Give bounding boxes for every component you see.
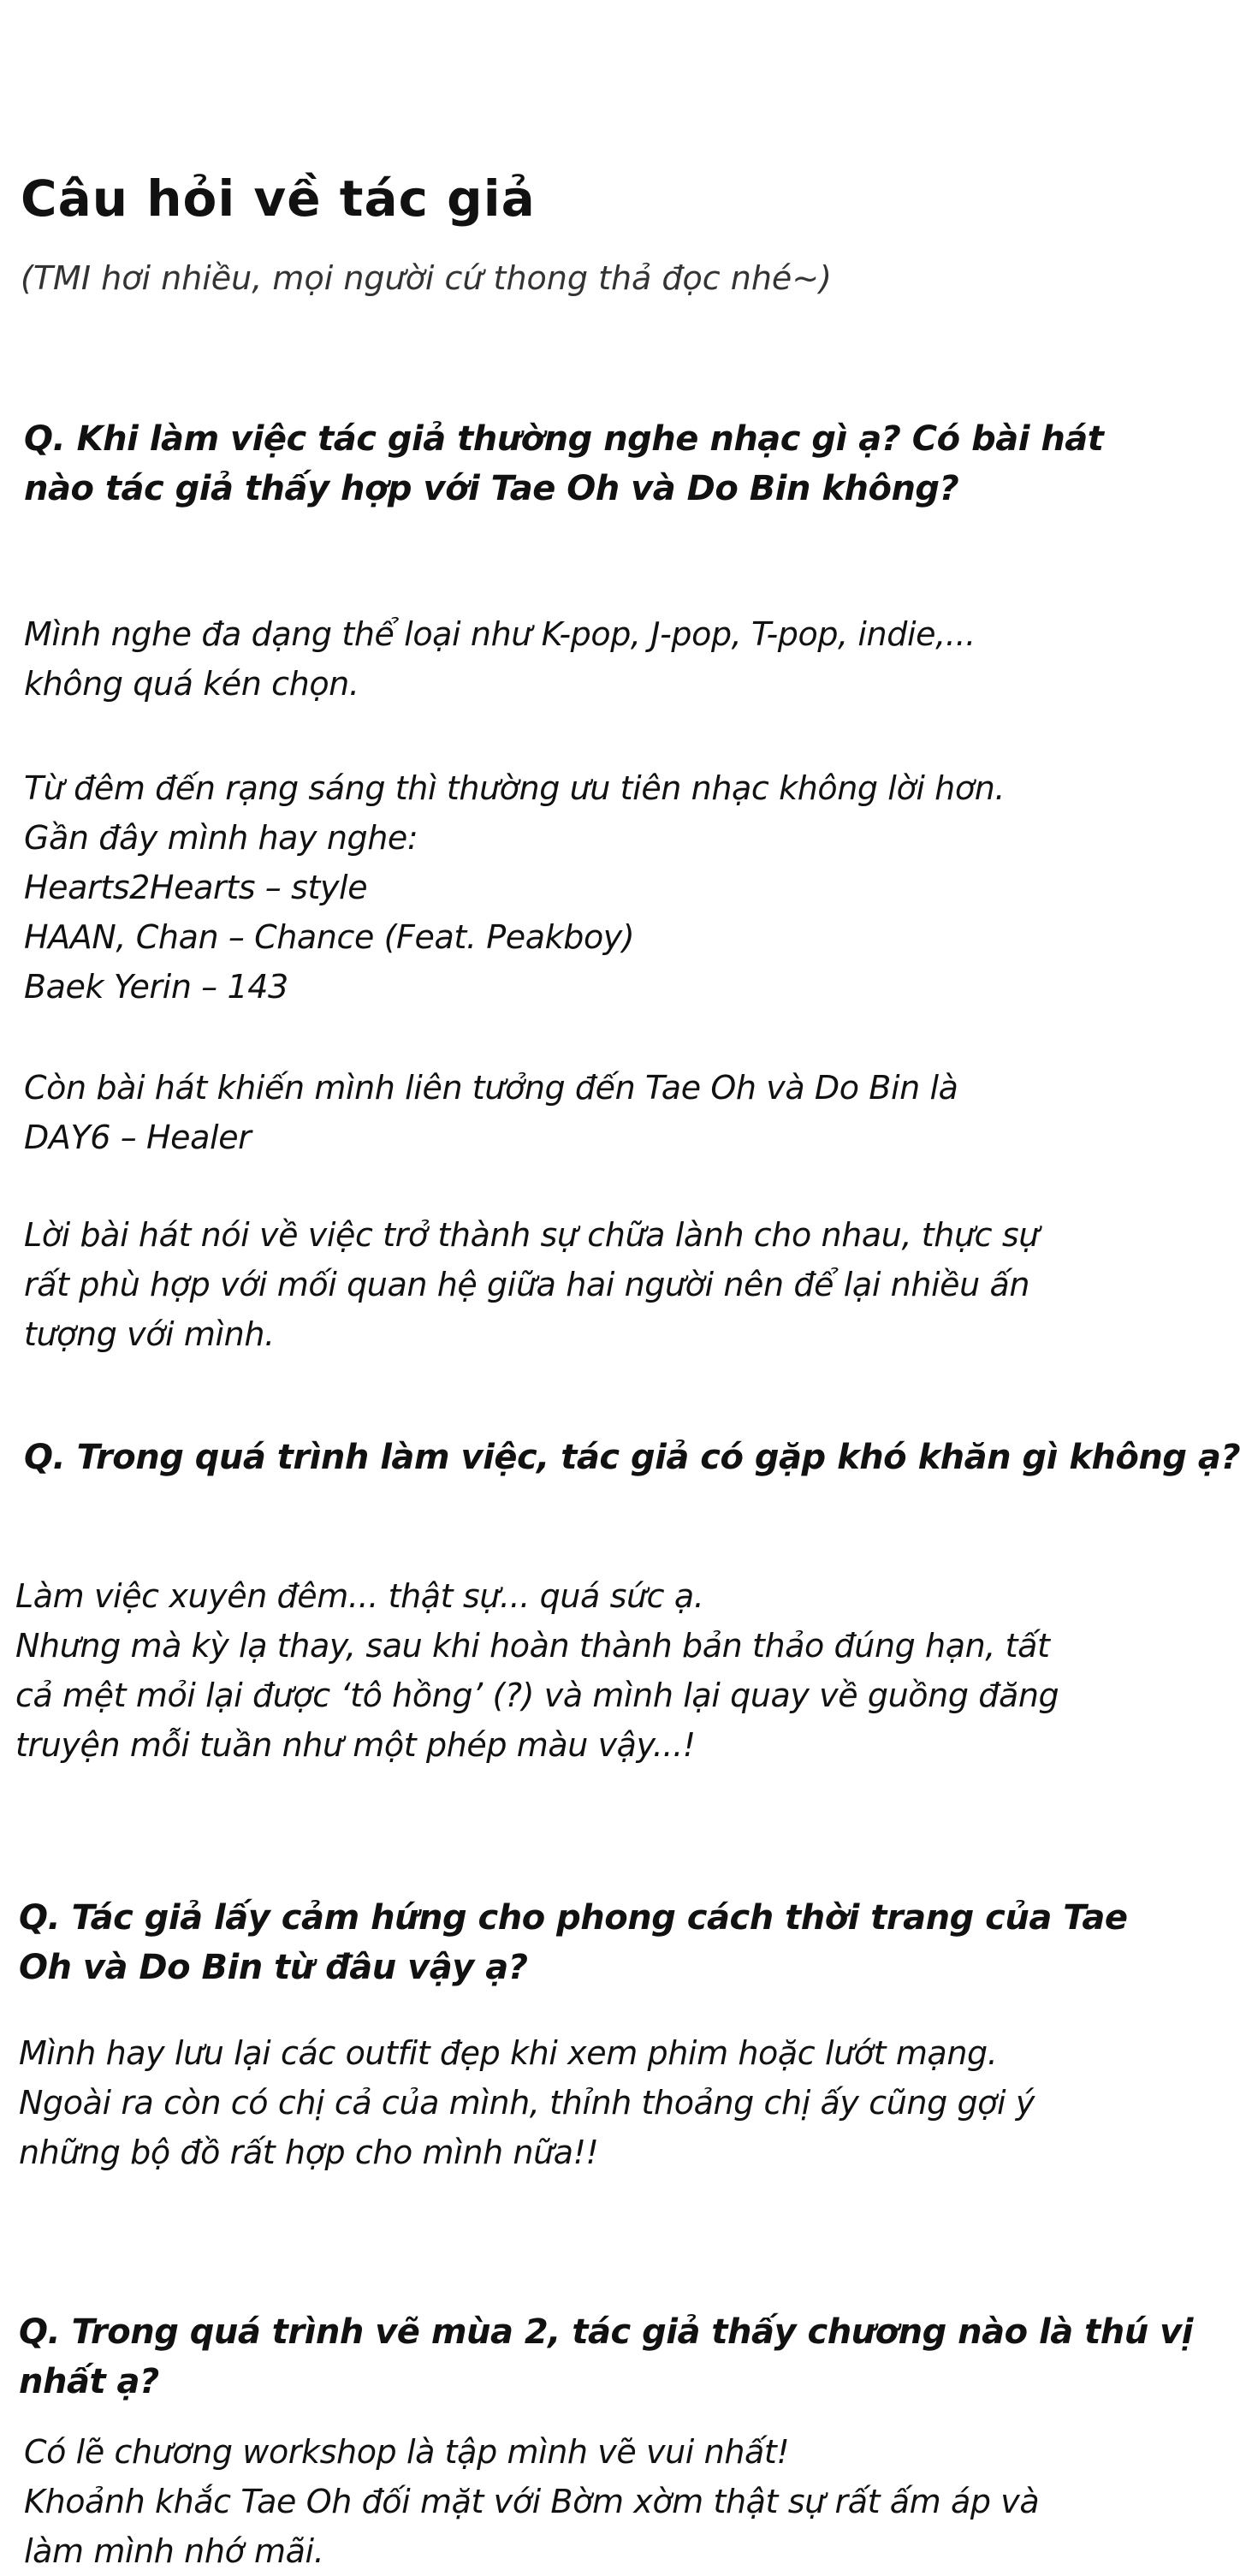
question-2 — [24, 1433, 1240, 1482]
answer-1-paragraph-1 — [24, 609, 1077, 709]
answer-2-paragraph-1 — [15, 1571, 1068, 1770]
question-4-line: Q. Trong quá trình vẽ mùa 2, tác giả thấy chương nào là thú vị — [19, 2312, 1193, 2352]
answer-line: Gần đây mình hay nghe: — [24, 819, 418, 857]
answer-line: không quá kén chọn. — [24, 665, 359, 703]
question-3-line: Q. Tác giả lấy cảm hứng cho phong cách thời trang của Tae — [19, 1898, 1128, 1938]
answer-1-paragraph-3 — [24, 1063, 1077, 1162]
answer-line: cả mệt mỏi lại được ‘tô hồng’ (?) và mình lại quay về guồng đăng — [15, 1677, 1059, 1714]
question-4 — [19, 2307, 1193, 2407]
answer-line: HAAN, Chan – Chance (Feat. Peakboy) — [24, 918, 635, 956]
answer-line: Hearts2Hearts – style — [24, 869, 368, 906]
question-3 — [19, 1893, 1128, 1992]
page-subtitle: (TMI hơi nhiều, mọi người cứ thong thả đọc nhé~) — [21, 259, 832, 297]
answer-line: Từ đêm đến rạng sáng thì thường ưu tiên nhạc không lời hơn. — [24, 769, 1006, 807]
answer-1-paragraph-4 — [24, 1210, 1077, 1359]
answer-line: những bộ đồ rất hợp cho mình nữa!! — [19, 2134, 599, 2171]
answer-line: DAY6 – Healer — [24, 1119, 252, 1156]
question-4-line: nhất ạ? — [19, 2362, 159, 2401]
question-2-line: Q. Trong quá trình làm việc, tác giả có gặp khó khăn gì không ạ? — [24, 1438, 1240, 1477]
answer-line: làm mình nhớ mãi. — [24, 2532, 324, 2570]
answer-line: Mình nghe đa dạng thể loại như K-pop, J-pop, T-pop, indie,... — [24, 615, 976, 653]
answer-line: Baek Yerin – 143 — [24, 968, 288, 1006]
answer-line: rất phù hợp với mối quan hệ giữa hai người nên để lại nhiều ấn — [24, 1266, 1030, 1303]
answer-line: Mình hay lưu lại các outfit đẹp khi xem phim hoặc lướt mạng. — [19, 2034, 998, 2072]
question-1-line: nào tác giả thấy hợp với Tae Oh và Do Bin không? — [24, 469, 959, 508]
answer-1-paragraph-2 — [24, 763, 1077, 1012]
question-1 — [24, 414, 1104, 513]
answer-line: Có lẽ chương workshop là tập mình vẽ vui nhất! — [24, 2433, 790, 2471]
answer-line: Làm việc xuyên đêm... thật sự... quá sức ạ. — [15, 1577, 704, 1615]
answer-line: Lời bài hát nói về việc trở thành sự chữa lành cho nhau, thực sự — [24, 1216, 1039, 1254]
answer-line: Khoảnh khắc Tae Oh đối mặt với Bờm xờm thật sự rất ấm áp và — [24, 2483, 1040, 2520]
question-3-line: Oh và Do Bin từ đâu vậy ạ? — [19, 1948, 528, 1987]
answer-3-paragraph-1 — [19, 2028, 1071, 2177]
answer-line: Còn bài hát khiến mình liên tưởng đến Tae Oh và Do Bin là — [24, 1069, 958, 1107]
question-1-line: Q. Khi làm việc tác giả thường nghe nhạc gì ạ? Có bài hát — [24, 419, 1104, 459]
answer-line: tượng với mình. — [24, 1315, 275, 1353]
answer-line: truyện mỗi tuần như một phép màu vậy...! — [15, 1726, 696, 1764]
answer-line: Ngoài ra còn có chị cả của mình, thỉnh thoảng chị ấy cũng gợi ý — [19, 2084, 1035, 2122]
answer-line: Nhưng mà kỳ lạ thay, sau khi hoàn thành bản thảo đúng hạn, tất — [15, 1627, 1050, 1665]
answer-4-paragraph-1 — [24, 2427, 1077, 2576]
page-title: Câu hỏi về tác giả — [21, 169, 536, 228]
